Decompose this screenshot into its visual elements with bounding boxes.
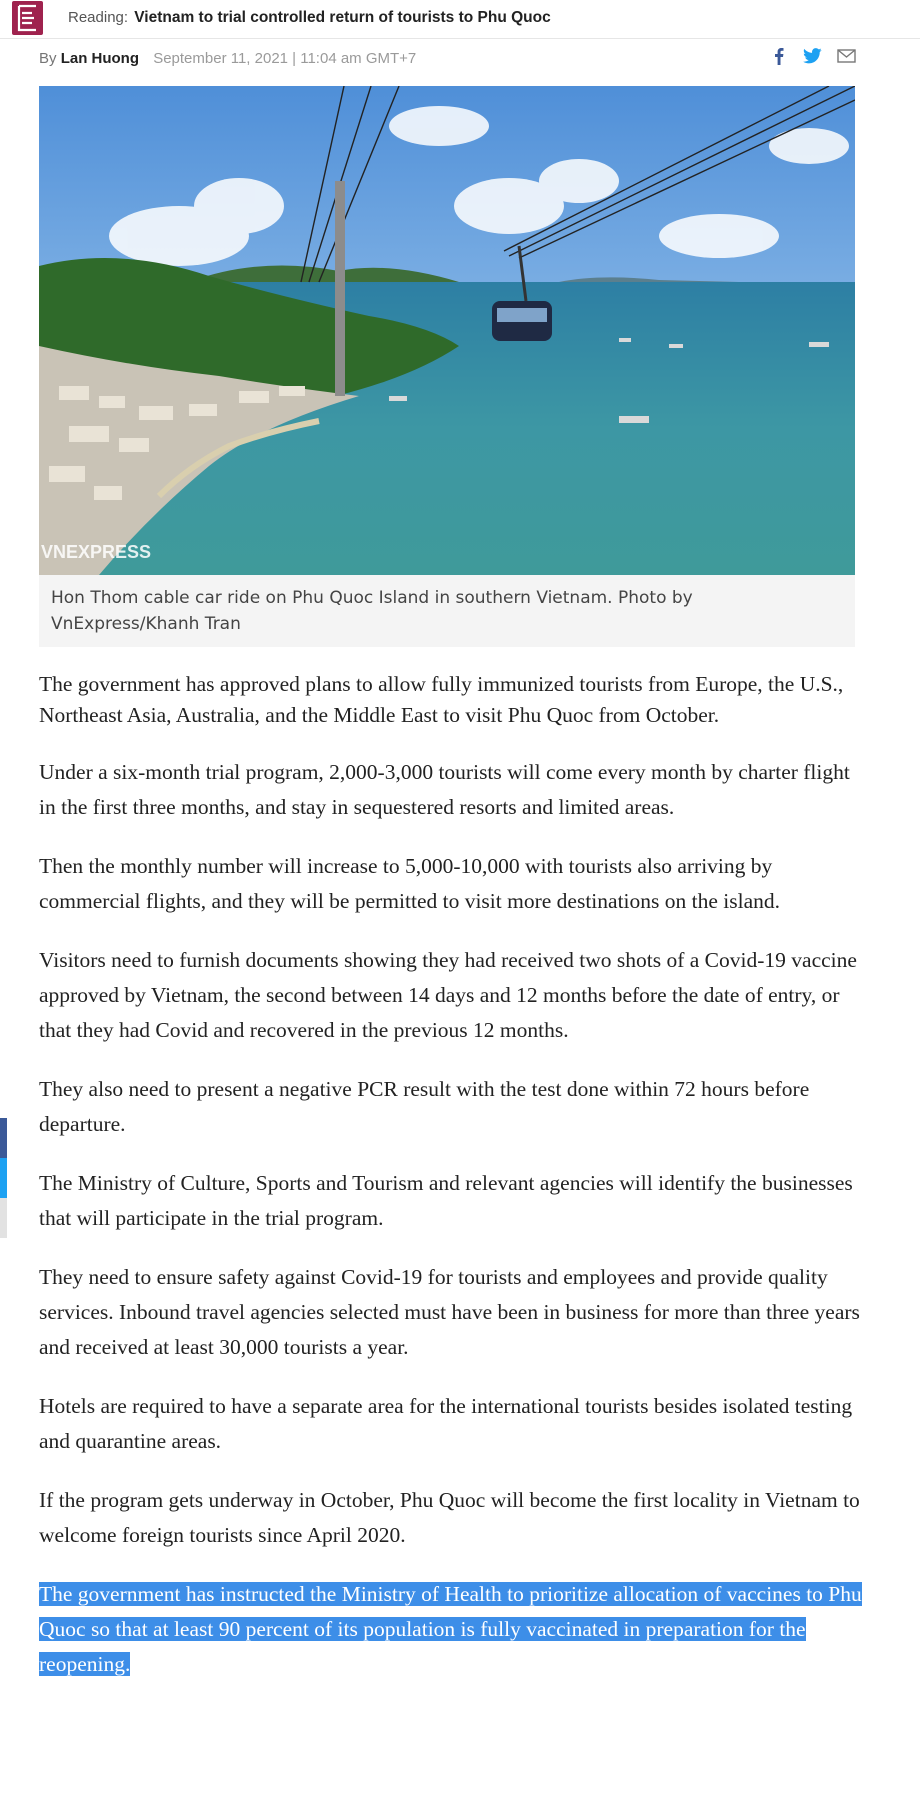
email-share-button[interactable] [836, 46, 856, 66]
vnexpress-logo[interactable] [12, 1, 43, 35]
selected-text[interactable]: The government has instructed the Ministry of Health to prioritize allocation of vaccines to Phu Quoc so that at least 90 percent of its population is fully vaccinated in preparation for the reopening. [39, 1582, 862, 1676]
article-paragraph: The Ministry of Culture, Sports and Tourism and relevant agencies will identify the businesses that will participate in the trial program. [39, 1171, 853, 1230]
article-paragraph: Under a six-month trial program, 2,000-3,000 tourists will come every month by charter flight in the first three months, and stay in sequestered resorts and limited areas. [39, 760, 850, 819]
article-paragraph: They need to ensure safety against Covid-19 for tourists and employees and provide quality services. Inbound travel agencies selected must have been in business for more than three years and received at least 30,000 tourists a year. [39, 1265, 860, 1359]
side-email-share[interactable] [0, 1198, 7, 1238]
article-paragraph: Then the monthly number will increase to 5,000-10,000 with tourists also arriving by commercial flights, and they will be permitted to visit more destinations on the island. [39, 854, 781, 913]
reading-title[interactable]: Vietnam to trial controlled return of tourists to Phu Quoc [134, 9, 551, 26]
article-photo[interactable] [39, 86, 855, 575]
twitter-icon [803, 48, 822, 64]
article-paragraph-highlighted[interactable] [39, 1577, 869, 1682]
article-paragraph: Visitors need to furnish documents showing they had received two shots of a Covid-19 vaccine approved by Vietnam, the second between 14 days and 12 months before the date of entry, or that they had Covid and recovered in the previous 12 months. [39, 948, 857, 1042]
photo-watermark: VNEXPRESS [41, 542, 152, 562]
byline [39, 50, 416, 67]
email-icon [837, 49, 856, 63]
facebook-share-button[interactable] [772, 46, 786, 66]
sticky-header [0, 0, 920, 39]
article-paragraph: Hotels are required to have a separate area for the international tourists besides isolated testing and quarantine areas. [39, 1394, 853, 1453]
cable-car-photo [39, 86, 855, 575]
photo-caption: Hon Thom cable car ride on Phu Quoc Island in southern Vietnam. Photo by VnExpress/Khanh Tran [39, 575, 855, 647]
by-label: By [39, 50, 57, 67]
article-body [39, 669, 869, 1706]
side-facebook-share[interactable] [0, 1118, 7, 1158]
publish-date: September 11, 2021 | 11:04 am GMT+7 [153, 50, 417, 67]
article-paragraph: If the program gets underway in October, Phu Quoc will become the first locality in Vietnam to welcome foreign tourists since April 2020. [39, 1488, 860, 1547]
twitter-share-button[interactable] [801, 46, 823, 66]
reading-indicator [68, 9, 551, 27]
facebook-icon [774, 47, 784, 65]
article-paragraph: The government has approved plans to allow fully immunized tourists from Europe, the U.S., Northeast Asia, Australia, and the Middle East to visit Phu Quoc from October. [39, 672, 844, 727]
side-twitter-share[interactable] [0, 1158, 7, 1198]
article-paragraph: They also need to present a negative PCR result with the test done within 72 hours before departure. [39, 1077, 810, 1136]
author-name[interactable]: Lan Huong [60, 50, 140, 67]
reading-label: Reading: [68, 9, 129, 26]
